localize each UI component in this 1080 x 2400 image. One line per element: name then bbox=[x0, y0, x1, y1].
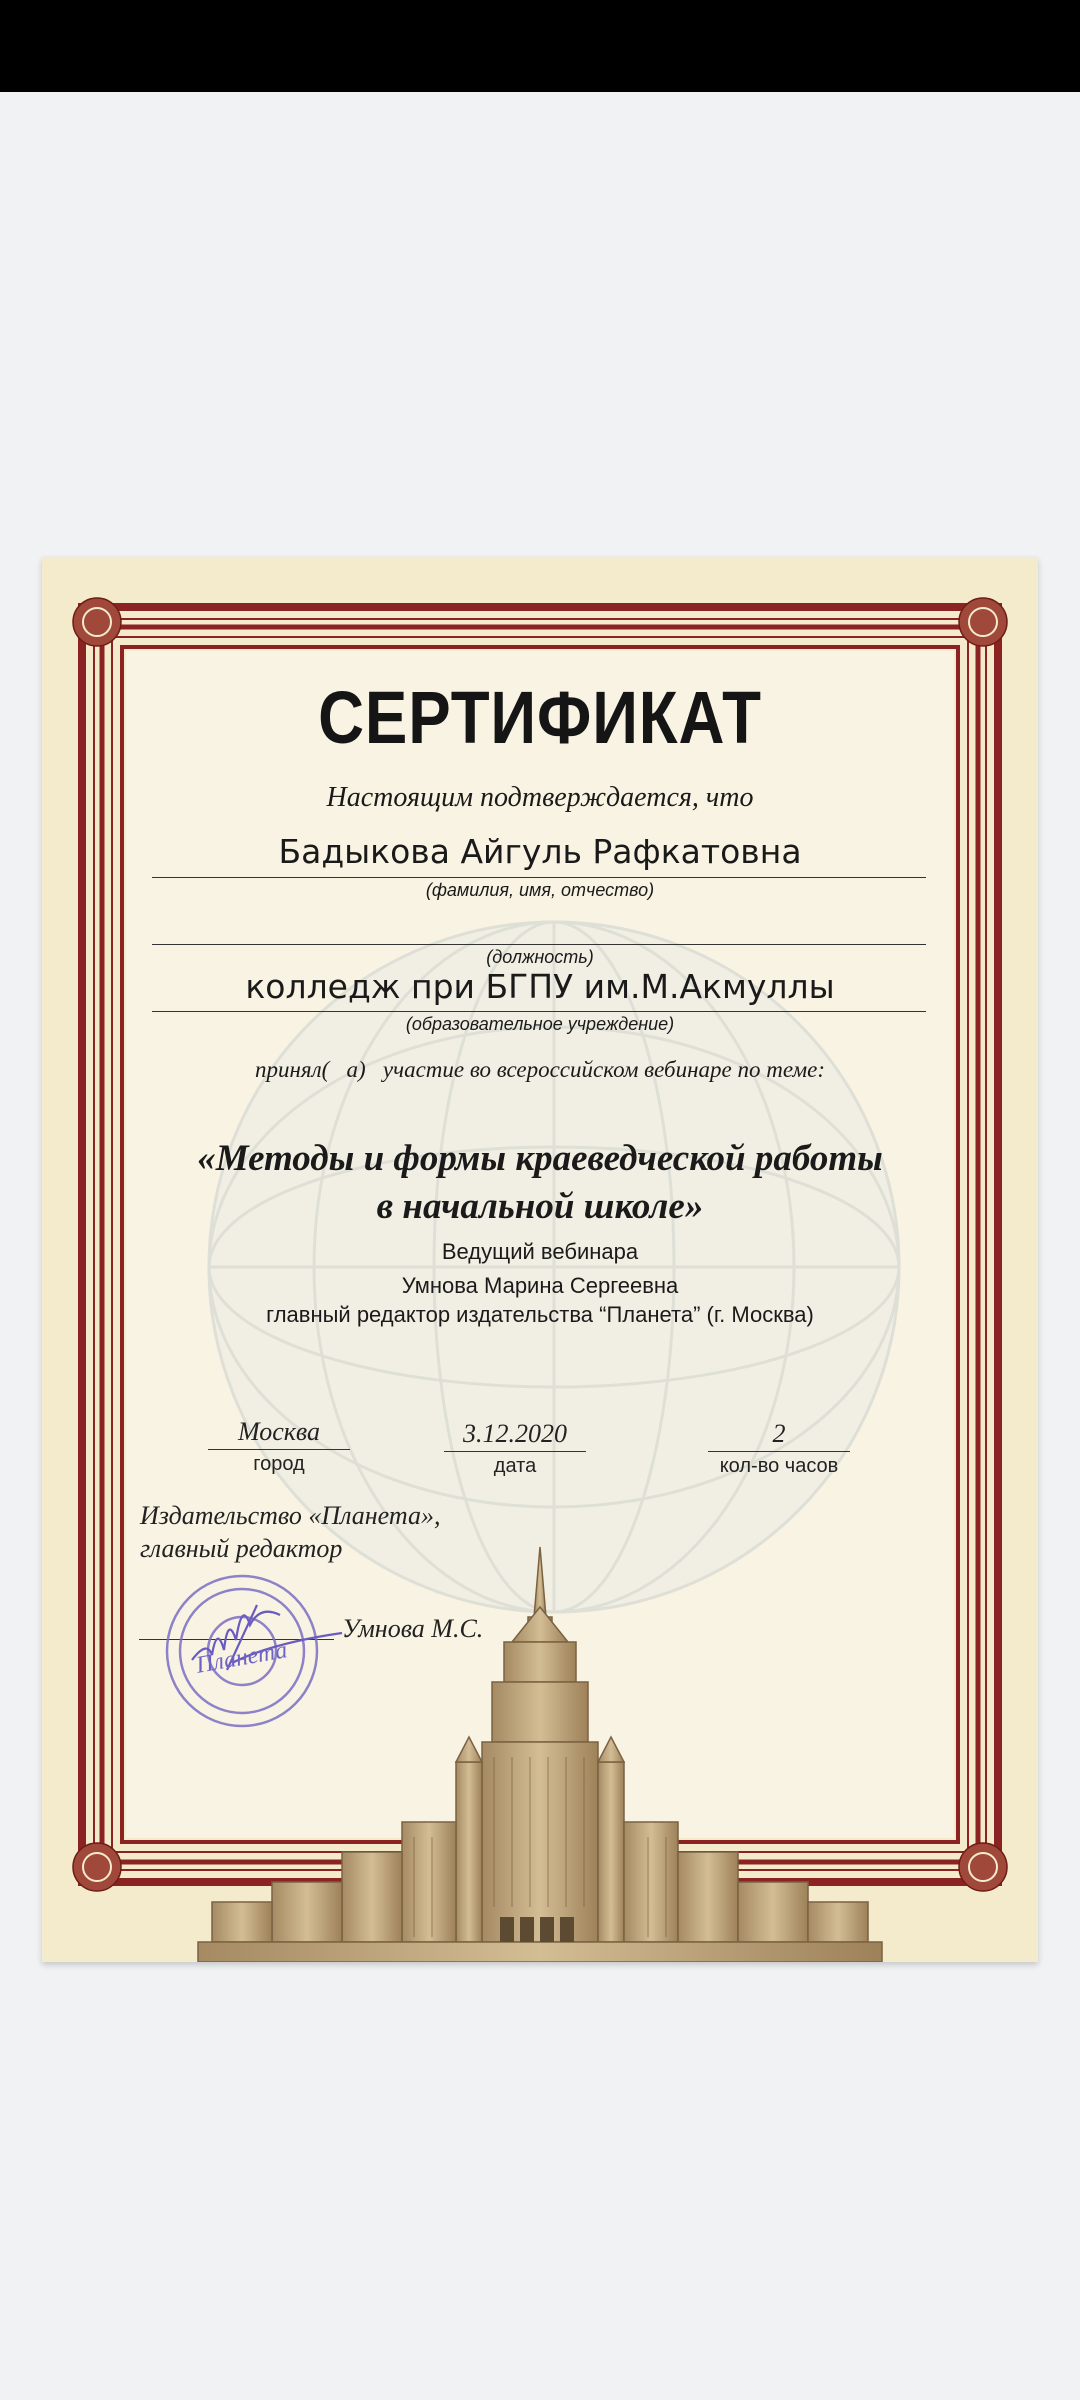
caption-fio: (фамилия, имя, отчество) bbox=[425, 880, 655, 900]
city-value: Москва bbox=[208, 1415, 350, 1450]
date-value: 3.12.2020 bbox=[444, 1417, 586, 1452]
webinar-topic-line1: «Методы и формы краеведческой работы bbox=[197, 1138, 883, 1179]
signatory-name: Умнова М.С. bbox=[342, 1614, 484, 1643]
certificate bbox=[42, 557, 1038, 1962]
participation-text: принял( а) участие во всероссийском вебинаре по теме: bbox=[254, 1057, 826, 1082]
date-label: дата bbox=[493, 1455, 537, 1477]
city-label: город bbox=[253, 1453, 305, 1475]
caption-institution: (образовательное учреждение) bbox=[405, 1014, 675, 1034]
status-bar bbox=[0, 0, 1080, 92]
publisher-line2: главный редактор bbox=[140, 1534, 343, 1563]
host-name: Умнова Марина Сергеевна bbox=[401, 1273, 679, 1298]
certificate-title: СЕРТИФИКАТ bbox=[318, 676, 762, 759]
caption-position: (должность) bbox=[486, 947, 594, 967]
webinar-topic-line2: в начальной школе» bbox=[376, 1186, 704, 1227]
building-illustration bbox=[42, 557, 1038, 1962]
stamp-text: Планета bbox=[194, 1637, 290, 1679]
host-role: главный редактор издательства “Планета” (г. Москва) bbox=[266, 1302, 814, 1327]
hours-value: 2 bbox=[708, 1417, 850, 1452]
publisher-line1: Издательство «Планета», bbox=[140, 1501, 441, 1530]
intro-text: Настоящим подтверждается, что bbox=[326, 782, 754, 813]
hours-label: кол-во часов bbox=[719, 1455, 839, 1477]
institution-name: колледж при БГПУ им.М.Акмуллы bbox=[245, 967, 835, 1006]
host-label: Ведущий вебинара bbox=[441, 1239, 639, 1264]
recipient-name: Бадыкова Айгуль Рафкатовна bbox=[278, 832, 802, 871]
